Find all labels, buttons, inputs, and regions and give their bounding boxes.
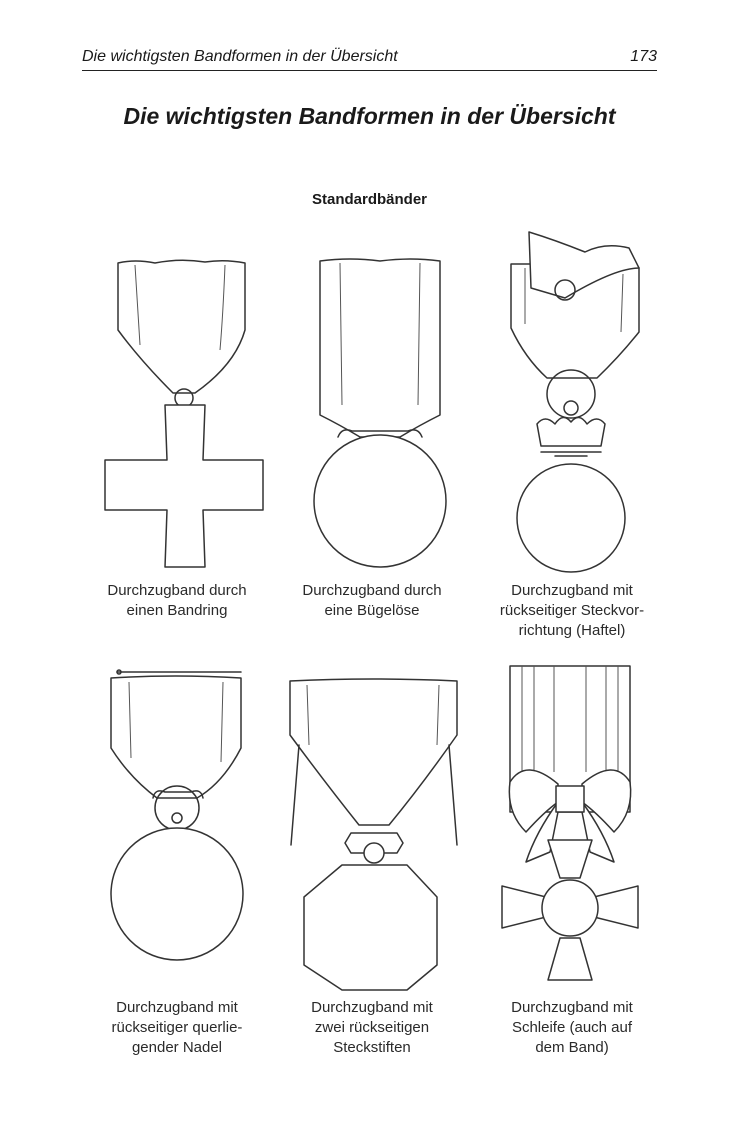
figure-cross-medal-ring: [95, 255, 275, 575]
caption-crown-medal-clasp: Durchzugband mit rückseitiger Steckvor- richtung (Haftel): [499, 582, 645, 639]
caption-octagon-medal-two-pins: Durchzugband mit zwei rückseitigen Steckstiften: [311, 999, 433, 1056]
figure-round-medal-bar-eyelet: [300, 255, 460, 575]
caption-round-medal-cross-pin: Durchzugband mit rückseitiger querlie- gender Nadel: [111, 999, 243, 1056]
caption-cross-medal-bow: Durchzugband mit Schleife (auch auf dem Band): [511, 999, 633, 1056]
figure-cross-medal-bow: [496, 662, 646, 992]
figure-round-medal-cross-pin: [105, 668, 250, 988]
page-number: 173: [630, 48, 657, 65]
section-heading: Standardbänder: [311, 191, 428, 208]
figure-octagon-medal-two-pins: [287, 675, 462, 995]
running-header-title: Die wichtigsten Bandformen in der Übersicht: [82, 48, 398, 65]
figure-crown-medal-clasp: [495, 228, 655, 578]
page-title: Die wichtigsten Bandformen in der Übersicht: [123, 103, 616, 129]
caption-round-medal-bar-eyelet: Durchzugband durch eine Bügelöse: [302, 582, 442, 619]
running-header: [82, 48, 657, 71]
caption-cross-medal-ring: Durchzugband durch einen Bandring: [107, 582, 247, 619]
